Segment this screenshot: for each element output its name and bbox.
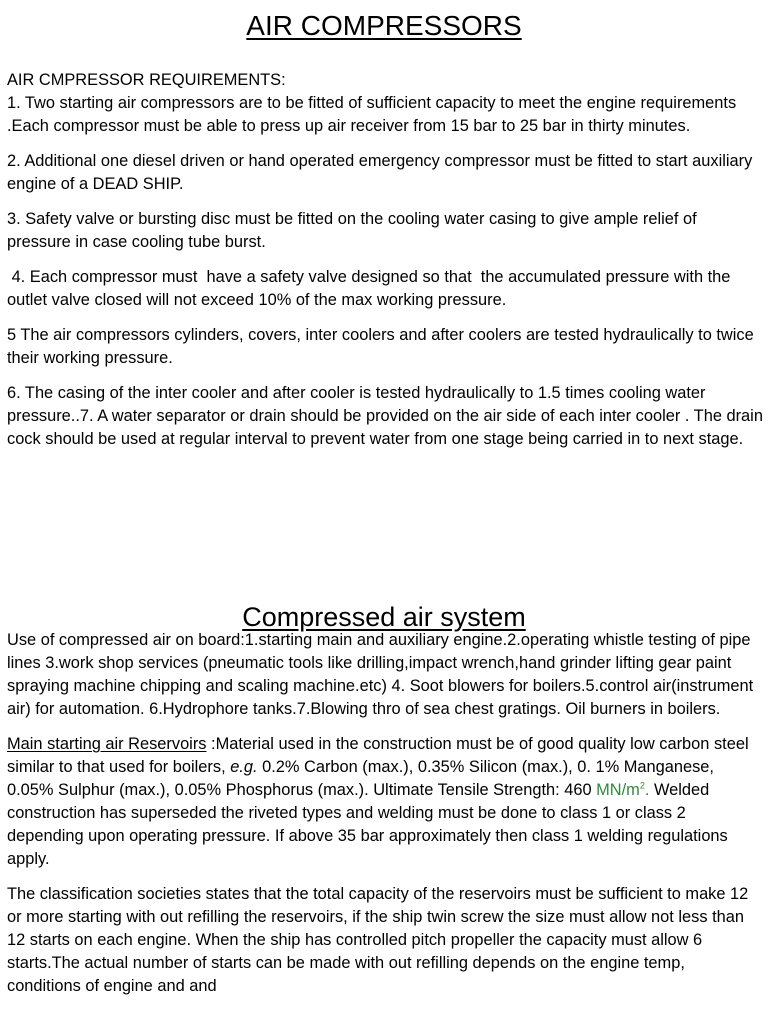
tensile-unit-superscript: 2 — [639, 780, 645, 791]
compressed-air-uses: Use of compressed air on board:1.starting main and auxiliary engine.2.operating whistle testing of pipe lines 3.work shop services (pneumatic tools like drilling,impact wrench,hand grinder lifting gear paint spraying machine chipping and scaling machine.etc) 4. Soot blowers for boilers.5.control air(instrument air) for automation. 6.Hydrophore tanks.7.Blowing thro of sea chest gratings. Oil burners in boilers. — [7, 631, 754, 718]
requirement-item-6: 6. The casing of the inter cooler and after cooler is tested hydraulically to 1.5 times cooling water pressure..7. A water separator or drain should be provided on the air side of each inter cooler . The drain cock should be used at regular interval to prevent water from one stage being carried in to next stage. — [7, 384, 763, 448]
reservoirs-text-c: Welded construction has superseded the riveted types and welding must be done to class 1 or class 2 depending upon operating pressure. If above 35 bar approximately then class 1 welding regulations apply. — [7, 781, 728, 868]
page-title: AIR COMPRESSORS — [246, 10, 522, 41]
reservoirs-label: Main starting air Reservoirs — [7, 735, 207, 753]
requirement-item-5: 5 The air compressors cylinders, covers, inter coolers and after coolers are tested hydraulically to twice their working pressure. — [7, 326, 754, 367]
eg-text: e.g. — [230, 758, 258, 776]
compressed-air-section — [7, 629, 763, 1010]
requirements-section — [7, 69, 763, 463]
classification-paragraph: The classification societies states that the total capacity of the reservoirs must be sufficient to make 12 or more starting with out refilling the reservoirs, if the ship twin screw the size must allow not less than 12 starts on each engine. When the ship has controlled pitch propeller the capacity must allow 6 starts.The actual number of starts can be made with out refilling depends on the engine temp, conditions of engine and and — [7, 885, 749, 995]
reservoirs-paragraph — [7, 733, 763, 871]
tensile-unit: MN/m — [596, 781, 640, 799]
requirements-heading-and-item-1 — [7, 69, 763, 138]
requirement-item-2: 2. Additional one diesel driven or hand operated emergency compressor must be fitted to start auxiliary engine of a DEAD SHIP. — [7, 152, 753, 193]
requirement-item-4: 4. Each compressor must have a safety valve designed so that the accumulated pressure with the outlet valve closed will not exceed 10% of the max working pressure. — [7, 268, 735, 309]
requirements-heading: AIR CMPRESSOR REQUIREMENTS: — [7, 71, 286, 89]
compressed-air-heading: Compressed air system — [242, 602, 526, 632]
tensile-unit-dot: . — [644, 781, 650, 799]
requirement-item-3: 3. Safety valve or bursting disc must be fitted on the cooling water casing to give ample relief of pressure in case cooling tube burst. — [7, 210, 697, 251]
reservoirs-text-b: 0.2% Carbon (max.), 0.35% Silicon (max.), 0. 1% Manganese, 0.05% Sulphur (max.), 0.05% Phosphorus (max.). Ultimate Tensile Strength: 460 — [7, 758, 714, 799]
reservoirs-text-a: :Material used in the construction must be of good quality low carbon steel similar to that used for boilers, — [7, 735, 749, 776]
requirement-item-1: 1. Two starting air compressors are to be fitted of sufficient capacity to meet the engine requirements .Each compressor must be able to press up air receiver from 15 bar to 25 bar in thirty minutes. — [7, 94, 737, 135]
